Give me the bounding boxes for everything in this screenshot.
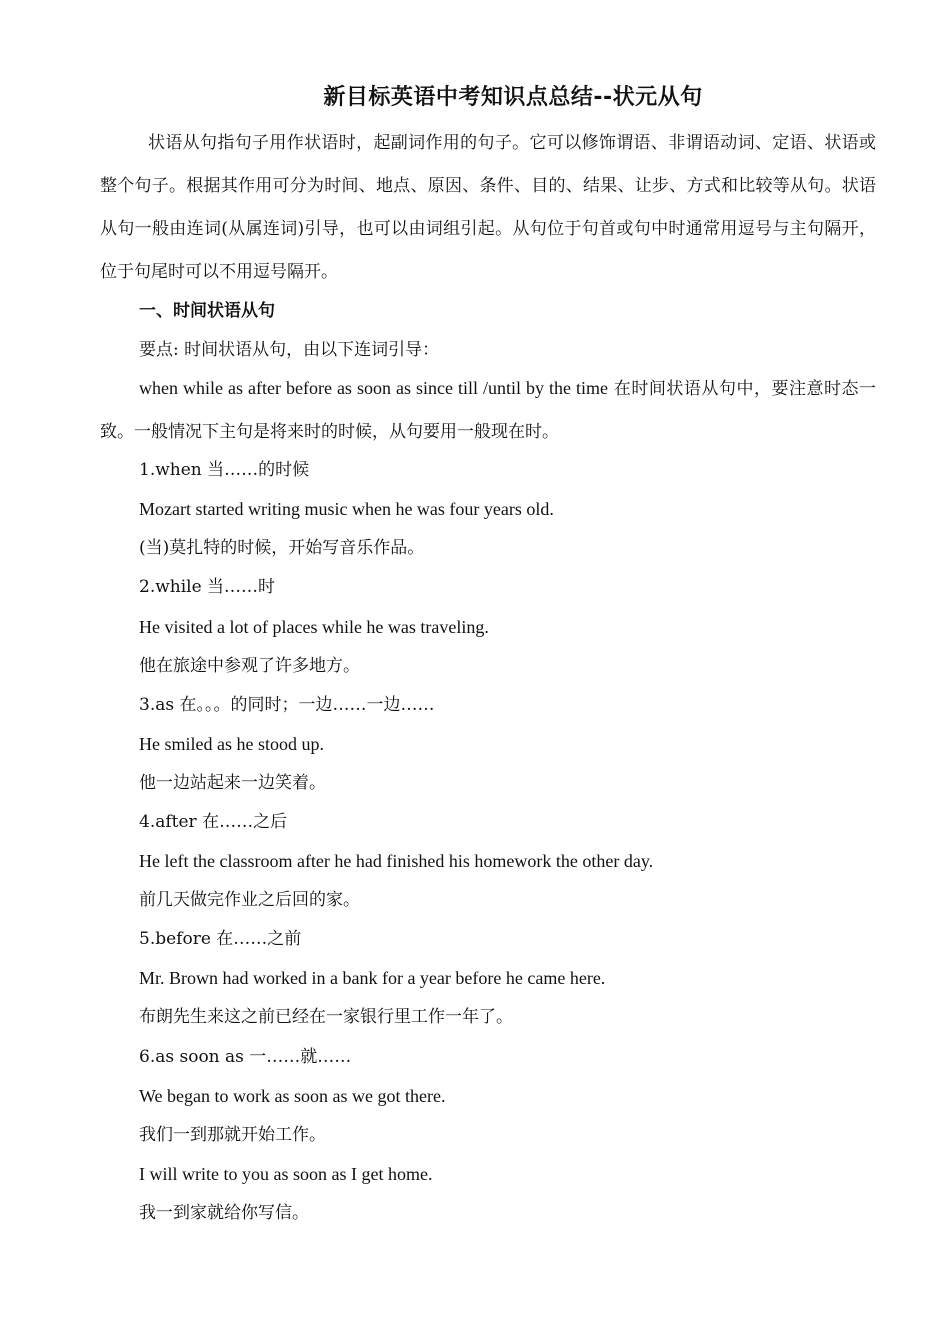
- example-english: He visited a lot of places while he was traveling.: [139, 617, 489, 637]
- item-label-before: 5.before 在……之前: [139, 929, 302, 949]
- example-chinese: 布朗先生来这之前已经在一家银行里工作一年了。: [139, 1007, 513, 1027]
- conjunctions-paragraph: [100, 367, 876, 454]
- example-chinese: (当)莫扎特的时候，开始写音乐作品。: [139, 538, 425, 558]
- example-english: Mozart started writing music when he was four years old.: [139, 499, 554, 519]
- example-english: He left the classroom after he had finished his homework the other day.: [139, 851, 654, 871]
- intro-paragraph: 状语从句指句子用作状语时，起副词作用的句子。它可以修饰谓语、非谓语动词、定语、状语或整个句子。根据其作用可分为时间、地点、原因、条件、目的、结果、让步、方式和比较等从句。状语从句一般由连词(从属连词)引导，也可以由词组引起。从句位于句首或句中时通常用逗号与主句隔开，位于句尾时可以不用逗号隔开。: [100, 133, 876, 282]
- example-english: We began to work as soon as we got there.: [139, 1086, 446, 1106]
- item-label-when: 1.when 当……的时候: [139, 460, 310, 480]
- conjunctions-list: when while as after before as soon as since till /until by the time: [139, 378, 608, 398]
- example-english: I will write to you as soon as I get home.: [139, 1164, 433, 1184]
- key-point-line: 要点: 时间状语从句，由以下连词引导：: [139, 340, 440, 360]
- item-label-as: 3.as 在。。。的同时；一边……一边……: [139, 695, 435, 715]
- item-label-while: 2.while 当……时: [139, 577, 276, 597]
- example-chinese: 他一边站起来一边笑着。: [139, 773, 326, 793]
- section-heading: 一、时间状语从句: [139, 301, 275, 321]
- example-chinese: 他在旅途中参观了许多地方。: [139, 656, 360, 676]
- example-chinese: 我一到家就给你写信。: [139, 1203, 309, 1223]
- example-english: He smiled as he stood up.: [139, 734, 324, 754]
- example-chinese: 我们一到那就开始工作。: [139, 1125, 326, 1145]
- document-title: 新目标英语中考知识点总结--状元从句: [323, 85, 703, 110]
- item-label-as-soon-as: 6.as soon as 一……就……: [139, 1047, 352, 1067]
- item-label-after: 4.after 在……之后: [139, 812, 288, 832]
- example-chinese: 前几天做完作业之后回的家。: [139, 890, 360, 910]
- example-english: Mr. Brown had worked in a bank for a year before he came here.: [139, 968, 606, 988]
- tense-note: 在时间状语从句中，要注意时态一致。一般情况下主句是将来时的时候，从句要用一般现在时。: [100, 379, 877, 442]
